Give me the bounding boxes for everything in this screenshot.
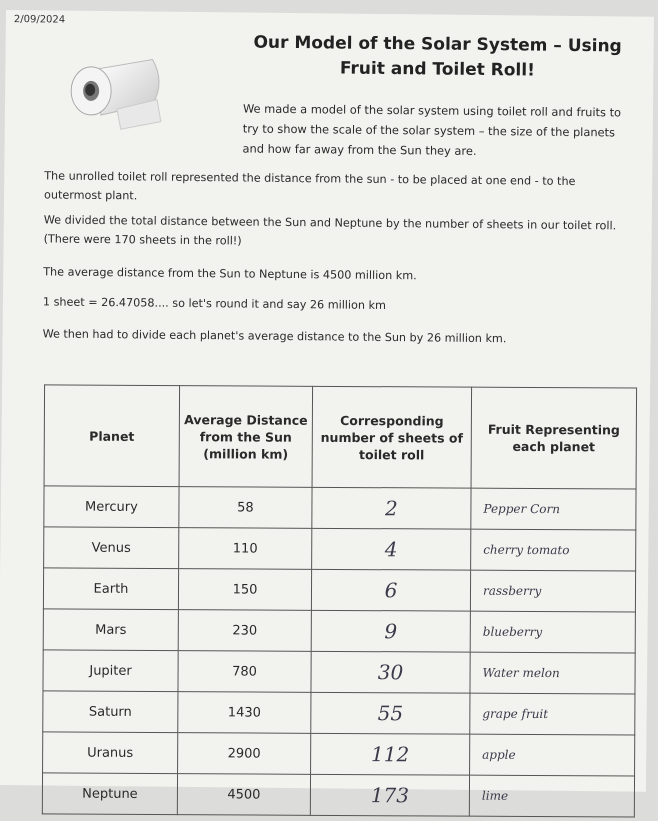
- table-row: [42, 773, 634, 817]
- header-fruit: Fruit Representing each planet: [471, 387, 637, 489]
- planet-distance: 4500: [177, 774, 310, 816]
- table-row: [43, 568, 635, 612]
- paragraph-divide-each: We then had to divide each planet's average distance to the Sun by 26 million km.: [42, 327, 507, 346]
- planet-table: [42, 384, 637, 817]
- table-row: [43, 691, 635, 735]
- paragraph-roll-distance: The unrolled toilet roll represented the distance from the sun - to be placed at one end - to the outermost plant.: [43, 169, 576, 203]
- planet-name: Saturn: [43, 691, 178, 733]
- page-title: [237, 30, 638, 84]
- intro-text: We made a model of the solar system using toilet roll and fruits to try to show the scale of the solar system – the size of the planets and how far away from the Sun they are.: [242, 101, 622, 158]
- paragraph-sheet-value: 1 sheet = 26.47058.... so let's round it and say 26 million km: [42, 295, 387, 312]
- table-row: [43, 650, 635, 694]
- planet-fruit: Pepper Corn: [471, 488, 636, 530]
- planet-name: Mercury: [44, 486, 179, 528]
- planet-fruit: lime: [469, 775, 634, 817]
- planet-distance: 230: [178, 610, 311, 652]
- planet-sheets: 2: [312, 487, 471, 529]
- planet-sheets: 6: [311, 569, 470, 611]
- planet-sheets: 30: [311, 651, 470, 693]
- header-distance: Average Distance from the Sun (million km): [179, 386, 313, 488]
- planet-distance: 2900: [178, 733, 311, 775]
- toilet-roll-image: [57, 51, 168, 132]
- title-line-2: Fruit and Toilet Roll!: [339, 58, 535, 81]
- planet-sheets: 4: [312, 528, 471, 570]
- planet-name: Mars: [43, 609, 178, 651]
- planet-fruit: apple: [470, 734, 635, 776]
- header-sheets: Corresponding number of sheets of toilet roll: [312, 386, 472, 488]
- planet-fruit: Water melon: [470, 652, 635, 694]
- planet-distance: 110: [179, 528, 312, 570]
- planet-fruit: rassberry: [470, 570, 635, 612]
- planet-name: Earth: [43, 568, 178, 610]
- paragraph-divided: We divided the total distance between the Sun and Neptune by the number of sheets in our toilet roll. (There were 170 sheets in the roll!): [43, 213, 617, 248]
- worksheet-page: [0, 10, 654, 808]
- table-row: [44, 486, 636, 530]
- table-row: [44, 527, 636, 571]
- planet-fruit: grape fruit: [470, 693, 635, 735]
- header-planet: Planet: [44, 385, 180, 487]
- page-date: 2/09/2024: [13, 14, 66, 26]
- planet-sheets: 173: [310, 774, 469, 816]
- title-line-1: Our Model of the Solar System – Using: [253, 32, 622, 57]
- planet-name: Neptune: [42, 773, 177, 815]
- planet-sheets: 9: [311, 610, 470, 652]
- table-row: [43, 732, 635, 776]
- planet-distance: 780: [178, 651, 311, 693]
- planet-distance: 1430: [178, 692, 311, 734]
- planet-sheets: 112: [311, 733, 470, 775]
- table-header-row: [44, 385, 637, 489]
- planet-name: Venus: [44, 527, 179, 569]
- planet-fruit: blueberry: [470, 611, 635, 653]
- paragraph-neptune-distance: The average distance from the Sun to Neptune is 4500 million km.: [43, 265, 417, 283]
- table-row: [43, 609, 635, 653]
- planet-distance: 58: [179, 487, 312, 529]
- planet-fruit: cherry tomato: [471, 529, 636, 571]
- planet-sheets: 55: [311, 692, 470, 734]
- planet-name: Uranus: [43, 732, 178, 774]
- planet-name: Jupiter: [43, 650, 178, 692]
- planet-distance: 150: [178, 569, 311, 611]
